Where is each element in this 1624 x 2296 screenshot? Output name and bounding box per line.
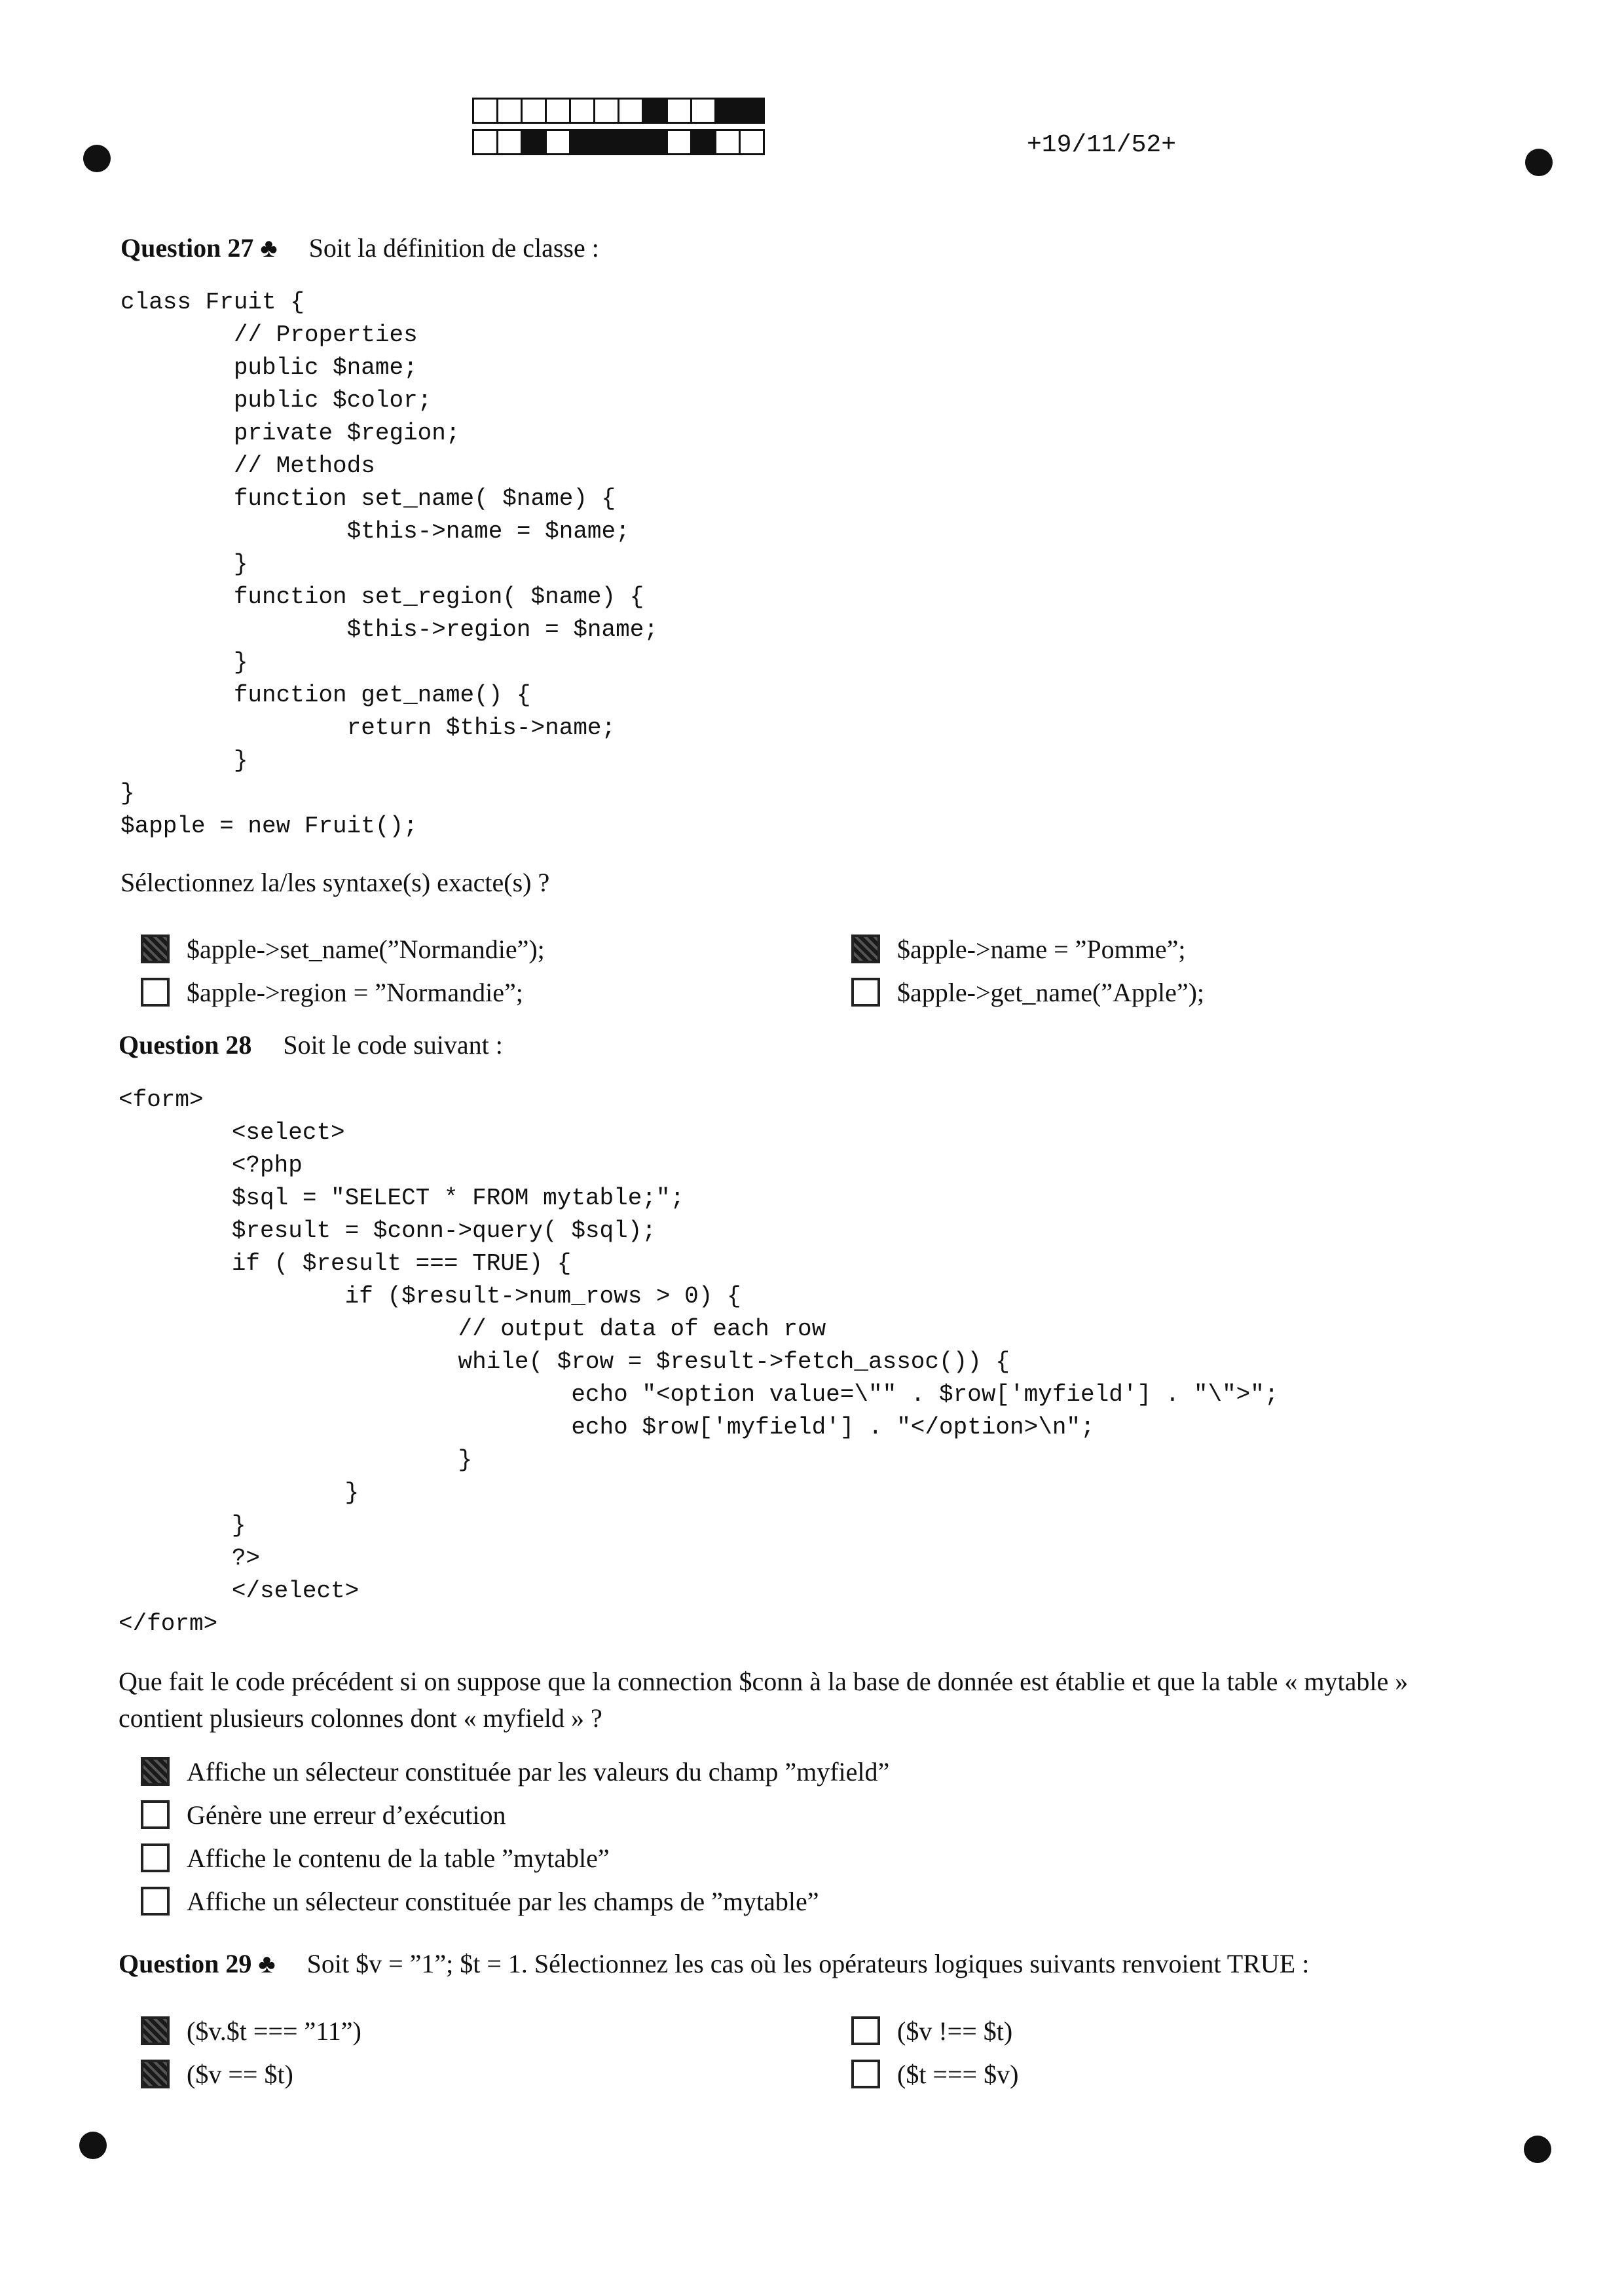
q29-option-1-label: ($v.$t === ”11”) [187,2016,361,2046]
q29-option-1[interactable] [141,2009,361,2052]
registration-dot-bottom-left [79,2132,107,2159]
q28-option-2-checkbox[interactable] [141,1800,170,1829]
q29-option-2-checkbox[interactable] [141,2060,170,2088]
id-cell [569,129,595,155]
q28-option-3[interactable] [141,1836,889,1879]
id-cell [521,98,547,124]
q29-option-4[interactable] [851,2052,1018,2096]
question-27-label: Question 27 [120,233,254,263]
id-cell [593,129,619,155]
id-cell [714,129,741,155]
id-cell [666,129,692,155]
q28-option-2-label: Génère une erreur d’exécution [187,1800,506,1830]
question-27-header [120,232,599,263]
question-29-intro: Soit $v = ”1”; $t = 1. Sélectionnez les cas où les opérateurs logiques suivants renvoient TRUE : [306,1949,1310,1978]
id-cell [593,98,619,124]
q28-option-1-checkbox[interactable] [141,1757,170,1786]
q27-option-1[interactable] [141,927,545,971]
question-28-code: <form> <select> <?php $sql = "SELECT * FROM mytable;"; $result = $conn->query( $sql); if ( $result === TRUE) { if ($result->num_rows > 0) { // output data of each row while( $row = $result->fetch_assoc()) { echo "<option value=\"" . $row['myfield'] . "\">"; echo $row['myfield'] . "</option>\n"; } } } ?> </select> </form> [119,1086,1279,1637]
id-cell [545,98,571,124]
question-28-prompt-line-2: contient plusieurs colonnes dont « myfield » ? [119,1703,602,1733]
page-identifier: +19/11/52+ [1027,131,1177,159]
id-cell [739,129,765,155]
question-27-code: class Fruit { // Properties public $name; public $color; private $region; // Methods function set_name( $name) { $this->name = $name; } function set_region( $name) { $this->region = $name; } function get_name() { return $this->name; } } $apple = new Fruit(); [120,289,658,840]
q28-option-1[interactable] [141,1750,889,1793]
q29-option-3[interactable] [851,2009,1012,2052]
q29-option-2[interactable] [141,2052,293,2096]
q29-option-1-checkbox[interactable] [141,2016,170,2045]
multiple-answer-club-icon: ♣ [260,233,278,263]
id-cell [690,129,716,155]
q29-option-2-label: ($v == $t) [187,2059,293,2089]
q27-option-3-label: $apple->name = ”Pomme”; [897,934,1186,964]
q27-option-1-label: $apple->set_name(”Normandie”); [187,934,545,964]
id-cell [618,98,644,124]
question-27-prompt: Sélectionnez la/les syntaxe(s) exacte(s) ? [120,868,550,897]
question-29-label: Question 29 [119,1949,252,1978]
q29-option-3-checkbox[interactable] [851,2016,880,2045]
id-row-2 [472,129,763,155]
id-cell [642,129,668,155]
question-27-intro: Soit la définition de classe : [308,233,599,263]
q27-option-1-checkbox[interactable] [141,935,170,963]
q27-option-3-checkbox[interactable] [851,935,880,963]
id-cell [642,98,668,124]
id-cell [496,98,523,124]
registration-dot-bottom-right [1524,2136,1551,2163]
q28-option-1-label: Affiche un sélecteur constituée par les valeurs du champ ”myfield” [187,1756,890,1787]
q28-option-4[interactable] [141,1879,889,1923]
id-cell [618,129,644,155]
id-cell [545,129,571,155]
q27-option-4-checkbox[interactable] [851,978,880,1007]
question-29-header [119,1948,1309,1979]
q28-option-3-checkbox[interactable] [141,1843,170,1872]
id-cell [496,129,523,155]
id-cell [569,98,595,124]
q28-options [141,1750,889,1923]
q27-option-2-label: $apple->region = ”Normandie”; [187,977,523,1007]
q28-option-2[interactable] [141,1793,889,1836]
student-id-grid [472,98,763,155]
id-cell [690,98,716,124]
question-28-prompt-line-1: Que fait le code précédent si on suppose que la connection $conn à la base de donnée est établie et que la table « mytable » [119,1667,1409,1696]
question-28-prompt [119,1663,1408,1737]
id-cell [472,129,498,155]
q29-option-4-checkbox[interactable] [851,2060,880,2088]
q28-option-3-label: Affiche le contenu de la table ”mytable” [187,1843,610,1873]
q28-option-4-checkbox[interactable] [141,1887,170,1916]
q27-option-4-label: $apple->get_name(”Apple”); [897,977,1205,1007]
q27-option-2-checkbox[interactable] [141,978,170,1007]
id-cell [739,98,765,124]
q27-option-4[interactable] [851,971,1204,1014]
question-28-label: Question 28 [119,1030,252,1060]
id-row-1 [472,98,763,124]
id-cell [666,98,692,124]
q27-option-2[interactable] [141,971,523,1014]
q28-option-4-label: Affiche un sélecteur constituée par les champs de ”mytable” [187,1886,819,1916]
id-cell [521,129,547,155]
registration-dot-top-left [83,145,111,172]
q27-option-3[interactable] [851,927,1186,971]
q29-option-3-label: ($v !== $t) [897,2016,1013,2046]
registration-dot-top-right [1525,149,1553,176]
q29-option-4-label: ($t === $v) [897,2059,1019,2089]
question-28-header [119,1029,503,1060]
id-cell [714,98,741,124]
question-28-intro: Soit le code suivant : [283,1030,503,1060]
multiple-answer-club-icon: ♣ [258,1949,276,1978]
id-cell [472,98,498,124]
